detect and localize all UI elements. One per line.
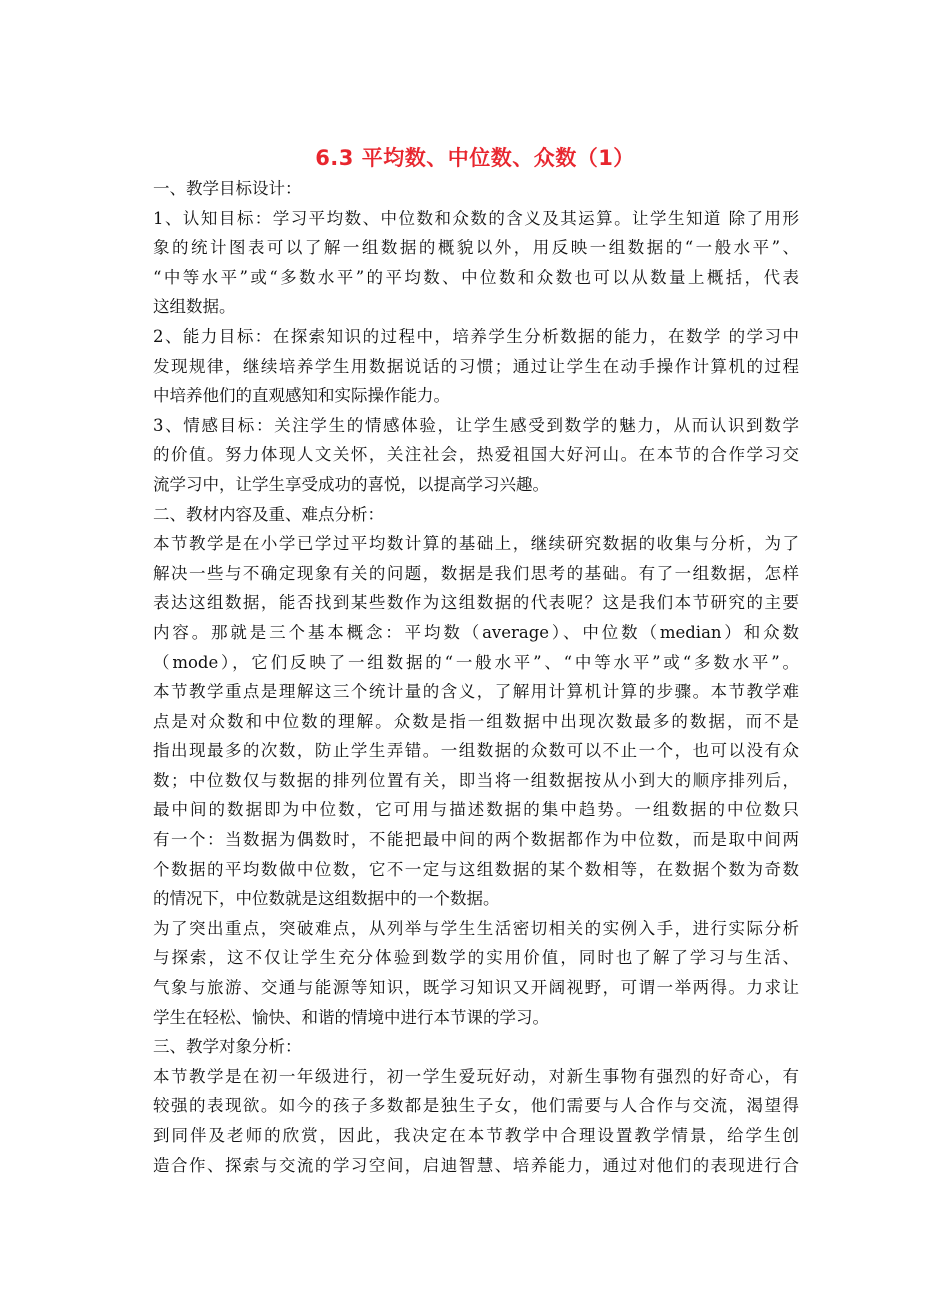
text-line: 个数据的平均数做中位数，它不一定与这组数据的某个数相等，在数据个数为奇数 [153,859,799,879]
text-line: 一、教学目标设计： [153,179,302,198]
text-line: 学生在轻松、愉快、和谐的情境中进行本节课的学习。 [153,1007,549,1027]
text-line: 三、教学对象分析： [153,1037,302,1057]
text-line: 造合作、探索与交流的学习空间，启迪智慧、培养能力，通过对他们的表现进行合 [153,1155,799,1175]
document-body [153,174,799,1180]
text-line: 这组数据。 [153,297,236,317]
text-line: 气象与旅游、交通与能源等知识，既学习知识又开阔视野，可谓一举两得。力求让 [153,978,799,998]
text-line: 发现规律，继续培养学生用数据说话的习惯；通过让学生在动手操作计算机的过程 [153,356,799,376]
text-line: 到同伴及老师的欣赏，因此，我决定在本节教学中合理设置教学情景，给学生创 [153,1126,799,1145]
text-line: 内容。那就是三个基本概念：平均数（average）、中位数（median）和众数 [153,622,799,642]
text-line: 1、认知目标：学习平均数、中位数和众数的含义及其运算。让学生知道 除了用形 [153,208,799,228]
text-line: 中培养他们的直观感知和实际操作能力。 [153,386,450,406]
text-line: 本节教学是在初一年级进行，初一学生爱玩好动，对新生事物有强烈的好奇心，有 [153,1066,799,1086]
text-line: 表达这组数据，能否找到某些数作为这组数据的代表呢？这是我们本节研究的主要 [153,593,799,613]
text-line: 点是对众数和中位数的理解。众数是指一组数据中出现次数最多的数据，而不是 [153,711,799,731]
text-line: 3、情感目标：关注学生的情感体验，让学生感受到数学的魅力，从而认识到数学 [153,415,799,435]
text-line: 二、教材内容及重、难点分析： [153,504,384,524]
document-title: 6.3 平均数、中位数、众数（1） [315,146,635,170]
text-line: “中等水平”或“多数水平”的平均数、中位数和众数也可以从数量上概括，代表 [153,267,799,287]
text-line: 最中间的数据即为中位数，它可用与描述数据的集中趋势。一组数据的中位数只 [153,800,799,820]
text-line: 解决一些与不确定现象有关的问题，数据是我们思考的基础。有了一组数据，怎样 [153,563,799,583]
text-line: 的情况下，中位数就是这组数据中的一个数据。 [153,889,500,909]
text-line: 有一个：当数据为偶数时，不能把最中间的两个数据都作为中位数，而是取中间两 [153,830,799,850]
text-line: 本节教学重点是理解这三个统计量的含义，了解用计算机计算的步骤。本节教学难 [153,682,799,702]
text-line: 流学习中，让学生享受成功的喜悦，以提高学习兴趣。 [153,474,549,494]
text-line: 象的统计图表可以了解一组数据的概貌以外，用反映一组数据的“一般水平”、 [153,238,799,258]
text-line: 数；中位数仅与数据的排列位置有关，即当将一组数据按从小到大的顺序排列后， [153,770,799,790]
text-line: 指出现最多的次数，防止学生弄错。一组数据的众数可以不止一个，也可以没有众 [153,741,799,761]
text-line: 的价值。努力体现人文关怀，关注社会，热爱祖国大好河山。在本节的合作学习交 [153,445,799,465]
text-line: 为了突出重点，突破难点，从列举与学生生活密切相关的实例入手，进行实际分析 [153,918,799,938]
text-line: 本节教学是在小学已学过平均数计算的基础上，继续研究数据的收集与分析，为了 [153,534,799,554]
text-line: （mode），它们反映了一组数据的“一般水平”、“中等水平”或“多数水平”。 [153,652,799,672]
text-line: 较强的表现欲。如今的孩子多数都是独生子女，他们需要与人合作与交流，渴望得 [153,1096,799,1116]
text-line: 2、能力目标：在探索知识的过程中，培养学生分析数据的能力，在数学 的学习中 [153,326,799,346]
text-line: 与探索，这不仅让学生充分体验到数学的实用价值，同时也了解了学习与生活、 [153,948,799,968]
